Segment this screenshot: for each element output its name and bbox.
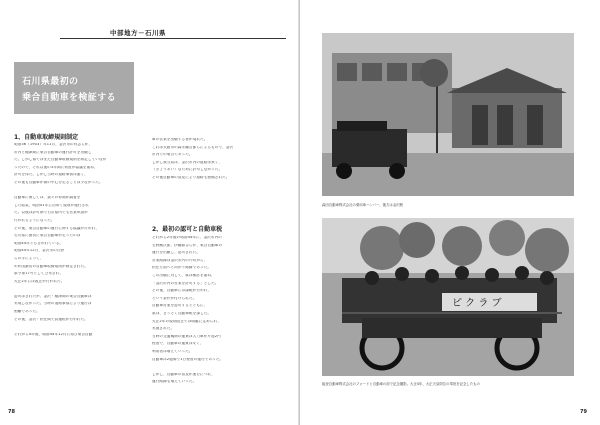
section2.col2-line: 松任方面へと向かう路線であった。: [152, 266, 212, 270]
section1.col1-line: ったので、それ以後の3年間に何度か協議を重ね、: [14, 165, 98, 169]
section-1-column-2: [152, 138, 282, 184]
title-line-2: 乗合自動車を検証する: [22, 93, 117, 103]
section1.col1-line: 行われるようになった。: [14, 218, 55, 222]
section1.col1-line: 大正2年には改正が行われた。: [14, 279, 65, 283]
section1.col1-line: 市内と穂津間に乗合自動車の運行許可を出願し: [14, 150, 92, 154]
region-header: 中部地方－石川県: [110, 29, 166, 37]
section2.col2-line: 営業路線は金沢市内の片町から、: [152, 258, 208, 262]
section1.col1-line: その後、金沢・松任間で試運転が行われた。: [14, 317, 88, 321]
section1.col2-line: その後自動車の普及により道路も整備された。: [152, 175, 230, 179]
photo-car-building-illustration: [322, 33, 574, 196]
photo-group-in-car: [322, 218, 574, 376]
section1.col1-line: 困難であった。: [14, 310, 40, 314]
section2.col2-line: 利用者は増えていった。: [152, 349, 193, 353]
section2.col2-line: 程度で、自動車の運賃は安く、: [152, 342, 204, 346]
section1.col1-line: [14, 189, 142, 197]
section1.col1-line: た。しかし県ではまだ自動車取締規則を制定していなか: [14, 158, 107, 162]
section2.col2-line: 当時の交通機関の運賃は人力車が片道2円: [152, 334, 221, 338]
photo-car-in-front-of-building: [322, 33, 574, 196]
header-rule: [60, 38, 286, 39]
section2.col2-line: 大正2年の規則改正では明確に定められ、: [152, 319, 222, 323]
section1.col1-line: らの手によって、: [14, 256, 44, 260]
section1.col1-line: [14, 325, 142, 333]
top-photo-caption: 森田自動車株式会社の乗用車ハンバー、後方は金沢駅: [322, 203, 403, 207]
title-box: [14, 62, 134, 114]
section1.col1-line: た。以後は許可制で石川県内でも営業申請が: [14, 211, 88, 215]
section1.col1-line: 県令第17号として公布され、: [14, 272, 64, 276]
section2.col2-line: それから2年後の明治44年に、金沢市内の: [152, 236, 222, 239]
section1.col1-line: 明治44年とも言われている。: [14, 241, 64, 245]
section2.col2-line: 石野蔵次郎、伊藤源吉らが、乗合自動車の: [152, 243, 223, 247]
section1.col1-line: 明治44年12月、金沢市の石野: [14, 249, 65, 253]
section1.col1-line: わが国最初の自動車取締規則が制定された。: [14, 264, 88, 268]
section1.col1-line: それから4年後、明治44年12月に再び乗合自動: [14, 332, 93, 336]
section1.col2-line: 車の営業を出願する者が現れた。: [152, 138, 208, 141]
section1.col2-line: 市内での乗合であった。: [152, 153, 193, 157]
section1.col1-line: [14, 287, 142, 295]
section1.col2-line: これは大阪市の森永藤吉郎らによるもので、金沢: [152, 145, 234, 149]
section1.col1-line: 明治36（1903）年11月、金沢市の有志らが、: [14, 143, 93, 146]
page-number-left: 78: [8, 409, 15, 415]
section2.col2-line: しかし、自動車の普及が進むにつれ、: [152, 372, 215, 376]
section1.col1-line: 石川県に最初に乗合自動車が走ったのは: [14, 234, 81, 238]
section1.col1-line: 実現しなかった。当時の道路事情により運行は: [14, 302, 92, 306]
section1.col1-line: した結果、明治41年に初めて規則が施行され: [14, 203, 89, 207]
section1.col1-line: その後、乗合自動車の運行に関する協議が行われ、: [14, 226, 100, 230]
section1.col1-line: 自動車に関しては、我々の仲間が調査を: [14, 196, 81, 200]
section1.col1-line: 認可はされたが、金沢・穂津間の乗合自動車は: [14, 294, 92, 298]
section2.col2-line: [152, 365, 282, 373]
section2.col2-line: 県は、さっそく自動車税を課した。: [152, 311, 212, 315]
photo-group-car-illustration: [322, 218, 574, 376]
page-number-right: 79: [580, 409, 587, 415]
section1.col2-line: （きょうあい）なために許可しなかった。: [152, 168, 223, 172]
section2.col2-line: 運行を出願し、認可された。: [152, 251, 201, 255]
section-1-column-1: [14, 143, 142, 340]
section2.col2-line: 運行路線も増えていった。: [152, 380, 197, 384]
car-side-sign-text: ピ ク ラ ブ: [452, 298, 502, 309]
section2.col2-line: という条件が付けられた。: [152, 296, 197, 300]
title-line-1: 石川県最初の: [22, 77, 79, 87]
section-2-column: [152, 236, 282, 388]
bottom-photo-caption: 能登自動車株式会社のフォードと自動車の前で記念撮影。大正4年、大正天皇即位の奉祝を記念したもの: [322, 382, 480, 386]
section-1-heading: 1、自動車取締規則制定: [14, 134, 79, 141]
section2.col2-line: 自動車は2週間で1日程度の運行であった。: [152, 357, 224, 361]
section2.col2-line: 「金沢市内の営業を許可する」とした。: [152, 281, 219, 285]
section2.col2-line: 自動車営業を認可するとともに、: [152, 304, 208, 308]
section2.col2-line: 実施された。: [152, 327, 175, 331]
section1.col1-line: その後も自動車が街の中心を走ることは少なかった。: [14, 180, 103, 184]
section1.col1-line: 許可を得た。しかし当時の道路事情は悪く、: [14, 173, 88, 177]
section-2-heading: 2、最初の認可と自動車税: [152, 226, 223, 233]
section1.col2-line: しかし県当局は、金沢市内の道路は狭く、: [152, 160, 223, 164]
section2.col2-line: この出願に対して、県は検討を重ね、: [152, 273, 215, 277]
section2.col2-line: その後、自動車には課税が行われ、: [152, 289, 212, 293]
